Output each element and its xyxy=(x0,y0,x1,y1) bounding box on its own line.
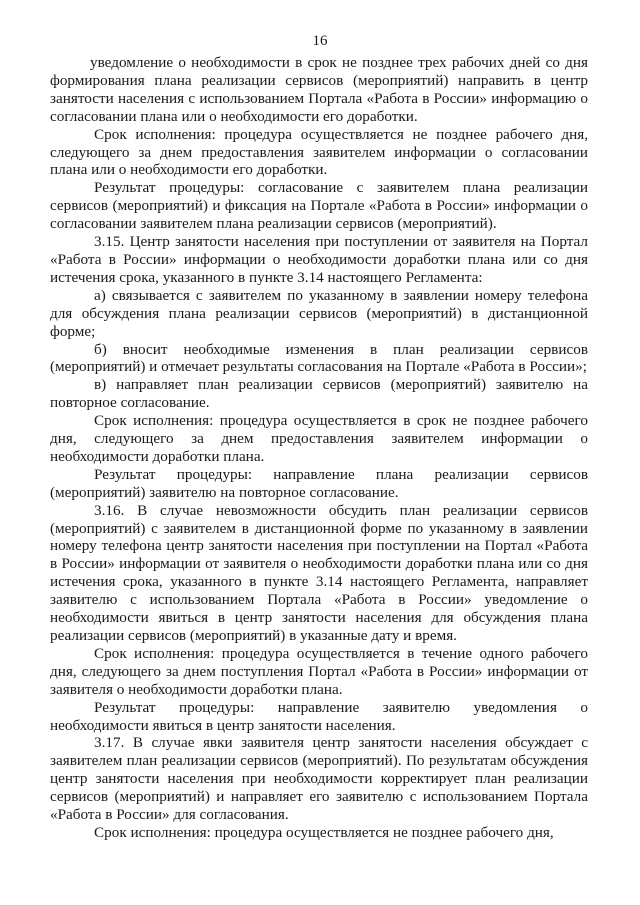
paragraph-result-3: Результат процедуры: направление заявителю уведомления о необходимости явиться в центр занятости населения. xyxy=(50,698,588,734)
page-number: 16 xyxy=(312,33,328,49)
document-body xyxy=(50,54,588,842)
paragraph-deadline-1: Срок исполнения: процедура осуществляется не позднее рабочего дня, следующего за днем предоставления заявителем информации о согласовании плана или о необходимости его доработки. xyxy=(50,125,588,179)
paragraph-result-1: Результат процедуры: согласование с заявителем плана реализации сервисов (мероприятий) и фиксация на Портале «Работа в России» информации о согласовании заявителем плана реализации сервисов (мероприятий). xyxy=(50,179,588,233)
paragraph-3-15: 3.15. Центр занятости населения при поступлении от заявителя на Портал «Работа в России» информации о необходимости доработки плана или со дня истечения срока, указанного в пункте 3.14 настоящего Регламента: xyxy=(50,233,588,286)
paragraph-3-15-b: б) вносит необходимые изменения в план реализации сервисов (мероприятий) и отмечает результаты согласования на Портале «Работа в России»; xyxy=(50,340,588,376)
paragraph-3-15-a: а) связывается с заявителем по указанному в заявлении номеру телефона для обсуждения плана реализации сервисов (мероприятий) в дистанционной форме; xyxy=(50,286,588,340)
paragraph-notification-continuation: уведомление о необходимости в срок не позднее трех рабочих дней со дня формирования плана реализации сервисов (мероприятий) направить в центр занятости населения с использованием Портала «Работа в России» информацию о согласовании плана или о необходимости его доработки. xyxy=(50,54,588,125)
paragraph-3-16: 3.16. В случае невозможности обсудить план реализации сервисов (мероприятий) с заявителем в дистанционной форме по указанному в заявлении номеру телефона центр занятости населения при поступлении на Портал «Работа в России» информации от заявителя о необходимости доработки плана или со дня истечения срока, указанного в пункте 3.14 настоящего Регламента, направляет заявителю с использованием Портала «Работа в России» уведомление о необходимости явиться в центр занятости населения для обсуждения плана реализации сервисов (мероприятий) в указанные дату и время. xyxy=(50,501,588,644)
paragraph-result-2: Результат процедуры: направление плана реализации сервисов (мероприятий) заявителю на повторное согласование. xyxy=(50,465,588,501)
paragraph-deadline-2: Срок исполнения: процедура осуществляется в срок не позднее рабочего дня, следующего за днем предоставления заявителем информации о необходимости доработки плана. xyxy=(50,412,588,465)
paragraph-deadline-3: Срок исполнения: процедура осуществляется в течение одного рабочего дня, следующего за днем поступления Портал «Работа в России» информации от заявителя о необходимости доработки плана. xyxy=(50,644,588,698)
paragraph-3-17: 3.17. В случае явки заявителя центр занятости населения обсуждает с заявителем план реализации сервисов (мероприятий). По результатам обсуждения центр занятости населения при необходимости корректирует план реализации сервисов (мероприятий) и направляет его заявителю с использованием Портала «Работа в России» для согласования. xyxy=(50,734,588,824)
paragraph-deadline-4: Срок исполнения: процедура осуществляется не позднее рабочего дня, xyxy=(94,823,554,841)
paragraph-3-15-v: в) направляет план реализации сервисов (мероприятий) заявителю на повторное согласование. xyxy=(50,376,588,412)
